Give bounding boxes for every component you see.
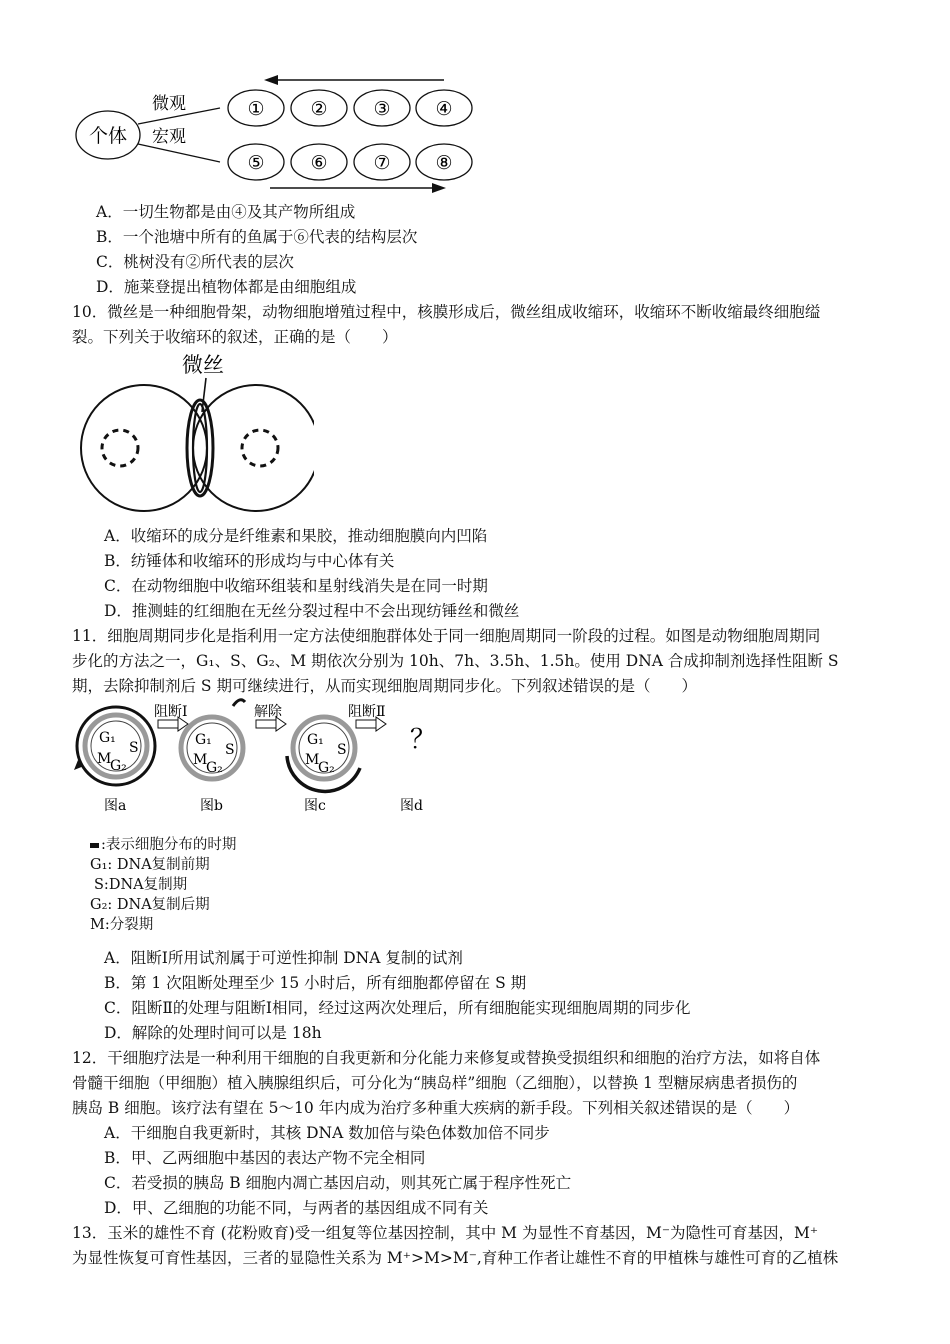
level-node-label: ⑤ bbox=[247, 152, 265, 174]
q12-stem-line-2: 骨髓干细胞（甲细胞）植入胰腺组织后，可分化为“胰岛样”细胞（乙细胞），以替换 1 型糖尿病患者损伤的 bbox=[72, 1074, 798, 1092]
level-node-label: ③ bbox=[373, 98, 391, 120]
step-block-2: 阻断Ⅱ bbox=[348, 704, 386, 720]
microfilament-label: 微丝 bbox=[182, 353, 224, 377]
q11-option-a[interactable]: A．阻断Ⅰ所用试剂属于可逆性抑制 DNA 复制的试剂 bbox=[104, 949, 463, 967]
level-node-label: ① bbox=[247, 98, 265, 120]
top-row bbox=[228, 90, 472, 126]
legend-line-2: G₁: DNA复制前期 bbox=[90, 857, 210, 873]
legend-line-3: S:DNA复制期 bbox=[94, 877, 188, 893]
q10-option-a[interactable]: A．收缩环的成分是纤维素和果胶，推动细胞膜向内凹陷 bbox=[104, 527, 488, 545]
legend-line-1 bbox=[90, 835, 236, 855]
caption-b: 图b bbox=[200, 798, 223, 814]
left-nucleus bbox=[102, 430, 138, 466]
caption-c: 图c bbox=[304, 798, 326, 814]
step-arrow-1 bbox=[158, 720, 178, 728]
phase-g2: G₂ bbox=[110, 758, 127, 774]
q10-cell-division-figure bbox=[74, 350, 314, 520]
q9-option-c[interactable]: C．桃树没有②所代表的层次 bbox=[96, 253, 294, 271]
q9-option-d[interactable]: D．施莱登提出植物体都是由细胞组成 bbox=[96, 278, 357, 296]
level-node-label: ⑦ bbox=[373, 152, 391, 174]
legend-line-5: M:分裂期 bbox=[90, 917, 154, 933]
q10-stem-line-2: 裂。下列关于收缩环的叙述，正确的是（ ） bbox=[72, 328, 398, 346]
figure-d-unknown: ？ bbox=[410, 725, 437, 755]
phase-g2: G₂ bbox=[318, 760, 335, 776]
q11-option-d[interactable]: D．解除的处理时间可以是 18h bbox=[104, 1024, 322, 1042]
phase-s: S bbox=[337, 742, 347, 758]
macro-label: 宏观 bbox=[152, 127, 186, 147]
q11-option-b[interactable]: B．第 1 次阻断处理至少 15 小时后，所有细胞都停留在 S 期 bbox=[104, 974, 527, 992]
q12-stem-line-3: 胰岛 B 细胞。该疗法有望在 5～10 年内成为治疗多种重大疾病的新手段。下列相关叙述错误的是（ ） bbox=[72, 1099, 800, 1117]
q10-option-d[interactable]: D．推测蛙的红细胞在无丝分裂过程中不会出现纺锤丝和微丝 bbox=[104, 602, 520, 620]
level-node-label: ⑥ bbox=[310, 152, 328, 174]
right-nucleus bbox=[242, 430, 278, 466]
contractile-ring bbox=[187, 400, 213, 496]
legend-mark-text: :表示细胞分布的时期 bbox=[101, 837, 237, 853]
cycle-figure-b bbox=[181, 700, 245, 779]
legend-line-4: G₂: DNA复制后期 bbox=[90, 897, 210, 913]
level-node-label: ④ bbox=[435, 98, 453, 120]
step-arrow-2 bbox=[256, 720, 276, 728]
q12-stem-line-1: 12．干细胞疗法是一种利用干细胞的自我更新和分化能力来修复或替换受损组织和细胞的治疗方法，如将自体 bbox=[72, 1049, 821, 1067]
phase-g1: G₁ bbox=[195, 732, 212, 748]
cycle-figure-a bbox=[74, 707, 155, 785]
individual-label: 个体 bbox=[88, 125, 128, 147]
q9-level-diagram bbox=[70, 74, 480, 198]
right-daughter-cell bbox=[193, 385, 314, 511]
q9-option-a[interactable]: A．一切生物都是由④及其产物所组成 bbox=[96, 203, 356, 221]
phase-m: M bbox=[193, 752, 208, 768]
q10-stem-line-1: 10．微丝是一种细胞骨架，动物细胞增殖过程中，核膜形成后，微丝组成收缩环，收缩环不断收缩最终细胞缢 bbox=[72, 303, 821, 321]
q11-option-c[interactable]: C．阻断Ⅱ的处理与阻断Ⅰ相同，经过这两次处理后，所有细胞能实现细胞周期的同步化 bbox=[104, 999, 691, 1017]
q10-option-b[interactable]: B．纺锤体和收缩环的形成均与中心体有关 bbox=[104, 552, 395, 570]
q11-cell-cycle-figure bbox=[70, 698, 450, 818]
cell-distribution-mark bbox=[233, 700, 245, 706]
cycle-figure-c bbox=[287, 717, 360, 791]
micro-label: 微观 bbox=[152, 94, 186, 114]
q10-option-c[interactable]: C．在动物细胞中收缩环组装和星射线消失是在同一时期 bbox=[104, 577, 488, 595]
q11-stem-line-2: 步化的方法之一，G₁、S、G₂、M 期依次分别为 10h、7h、3.5h、1.5h。使用 DNA 合成抑制剂选择性阻断 S bbox=[72, 652, 839, 670]
step-arrow-3 bbox=[356, 720, 376, 728]
level-node-label: ② bbox=[310, 98, 328, 120]
q9-option-b[interactable]: B．一个池塘中所有的鱼属于⑥代表的结构层次 bbox=[96, 228, 418, 246]
q12-option-d[interactable]: D．甲、乙细胞的功能不同，与两者的基因组成不同有关 bbox=[104, 1199, 489, 1217]
q12-option-b[interactable]: B．甲、乙两细胞中基因的表达产物不完全相同 bbox=[104, 1149, 426, 1167]
caption-a: 图a bbox=[104, 798, 127, 814]
phase-s: S bbox=[129, 740, 139, 756]
bottom-arrow-head bbox=[432, 183, 446, 193]
phase-m: M bbox=[97, 751, 112, 767]
q12-option-c[interactable]: C．若受损的胰岛 B 细胞内凋亡基因启动，则其死亡属于程序性死亡 bbox=[104, 1174, 572, 1192]
phase-g1: G₁ bbox=[307, 732, 324, 748]
phase-g2: G₂ bbox=[206, 760, 223, 776]
step-release: 解除 bbox=[254, 704, 282, 720]
caption-d: 图d bbox=[400, 798, 423, 814]
phase-g1: G₁ bbox=[99, 730, 116, 746]
top-arrow-head bbox=[264, 75, 278, 85]
bottom-row bbox=[228, 144, 472, 180]
legend-mark-icon bbox=[90, 843, 99, 848]
step-block-1: 阻断Ⅰ bbox=[154, 704, 188, 720]
q12-option-a[interactable]: A．干细胞自我更新时，其核 DNA 数加倍与染色体数加倍不同步 bbox=[104, 1124, 550, 1142]
q13-stem-line-2: 为显性恢复可育性基因，三者的显隐性关系为 M⁺>M>M⁻,育种工作者让雄性不育的甲植株与雄性可育的乙植株 bbox=[72, 1249, 839, 1267]
phase-s: S bbox=[225, 742, 235, 758]
q11-stem-line-1: 11．细胞周期同步化是指利用一定方法使细胞群体处于同一细胞周期同一阶段的过程。如图是动物细胞周期同 bbox=[72, 627, 821, 645]
phase-m: M bbox=[305, 752, 320, 768]
q13-stem-line-1: 13．玉米的雄性不育 (花粉败育)受一组复等位基因控制，其中 M 为显性不育基因，M⁻为隐性可育基因，M⁺ bbox=[72, 1224, 819, 1242]
level-node-label: ⑧ bbox=[435, 152, 453, 174]
q11-stem-line-3: 期，去除抑制剂后 S 期可继续进行，从而实现细胞周期同步化。下列叙述错误的是（ ） bbox=[72, 677, 697, 695]
